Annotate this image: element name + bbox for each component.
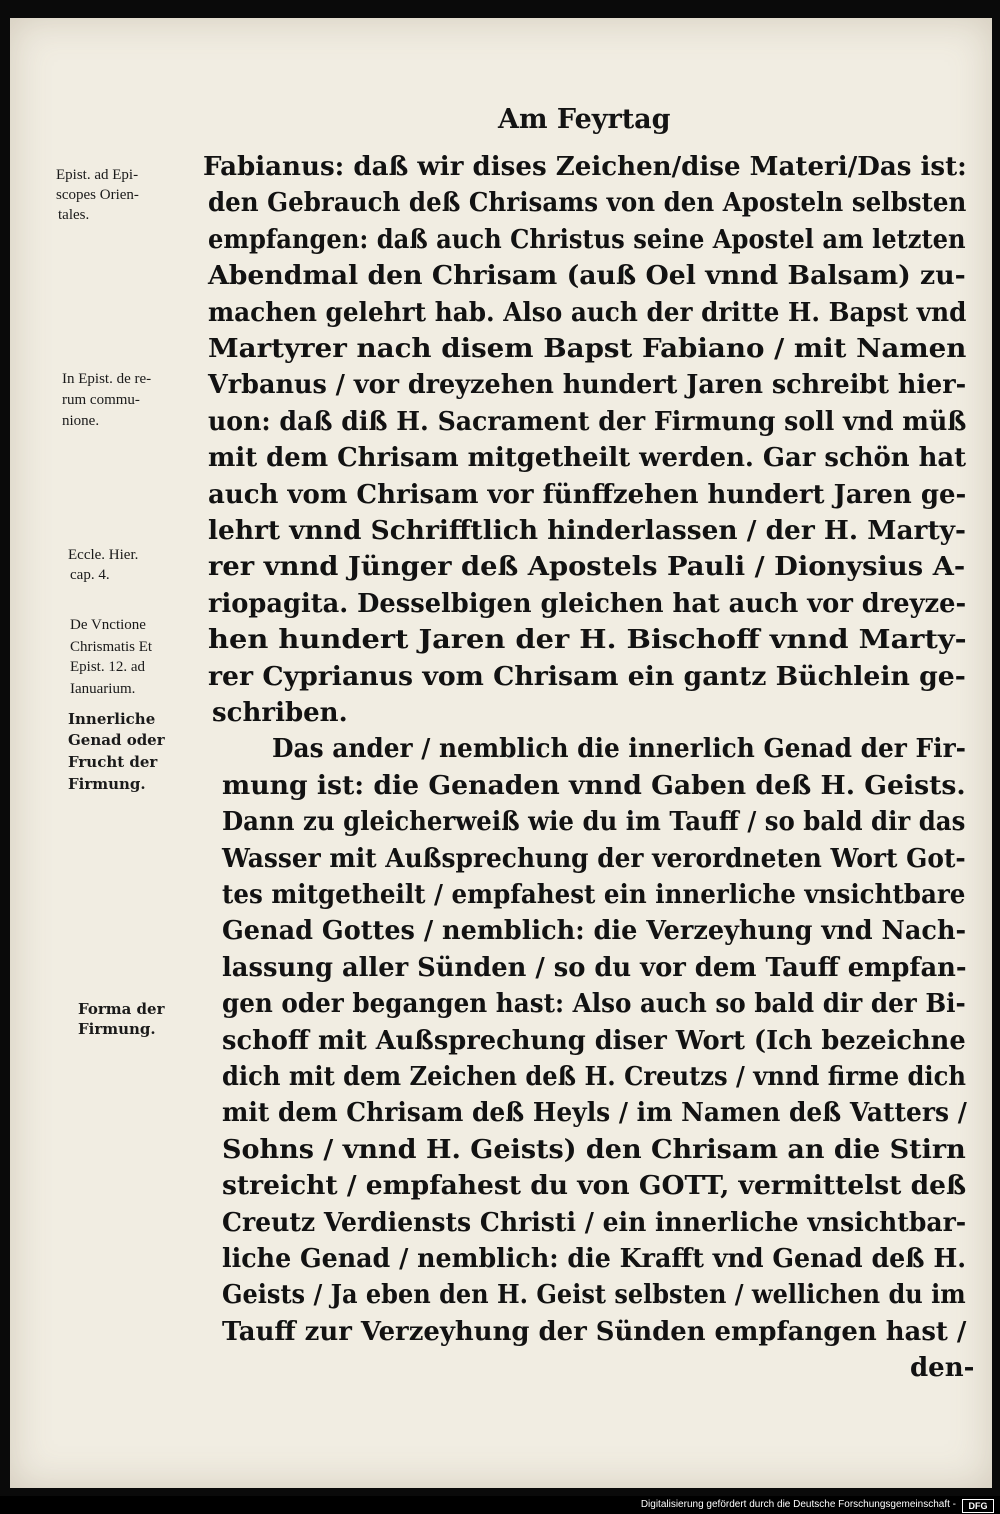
body-line: Das ander / nemblich die innerlich Genad der Fir-	[272, 734, 966, 765]
body-line: mit dem Chrisam mitgetheilt werden. Gar schön hat	[208, 443, 967, 474]
running-head: Am Feyrtag	[498, 104, 671, 135]
catchword: den-	[910, 1353, 975, 1384]
margin-note-line: rum commu-	[62, 392, 140, 408]
body-line: Geists / Ja eben den H. Geist selbsten / wellichen du im	[222, 1280, 966, 1311]
body-line: hen hundert Jaren der H. Bischoff vnnd Marty-	[208, 625, 967, 656]
dfg-logo: DFG	[962, 1499, 994, 1513]
body-line: rer Cyprianus vom Chrisam ein gantz Büchlein ge-	[208, 661, 966, 692]
margin-note-line: In Epist. de re-	[62, 371, 152, 387]
body-line: mung ist: die Genaden vnnd Gaben deß H. Geists.	[222, 770, 966, 801]
body-line: mit dem Chrisam deß Heyls / im Namen deß Vatters /	[222, 1098, 967, 1129]
body-line: Sohns / vnnd H. Geists) den Chrisam an die Stirn	[222, 1134, 966, 1165]
margin-note-line: Genad oder	[68, 731, 165, 749]
margin-note-line: cap. 4.	[70, 567, 110, 583]
body-line: riopagita. Desselbigen gleichen hat auch vor dreyze-	[208, 588, 967, 619]
margin-note-line: Epist. 12. ad	[70, 659, 145, 675]
body-line: schoff mit Außsprechung diser Wort (Ich bezeichne	[222, 1025, 966, 1056]
margin-note-line: Eccle. Hier.	[68, 547, 139, 563]
margin-note-line: Firmung.	[68, 775, 146, 793]
body-line: Fabianus: daß wir dises Zeichen/dise Materi/Das ist:	[203, 152, 967, 182]
body-line: streicht / empfahest du von GOTT, vermittelst deß	[222, 1171, 967, 1202]
body-line: Wasser mit Außsprechung der verordneten Wort Got-	[222, 843, 966, 874]
margin-note-line: De Vnctione	[70, 617, 146, 633]
body-line: rer vnnd Jünger deß Apostels Pauli / Dionysius A-	[208, 552, 966, 583]
body-line: gen oder begangen hast: Also auch so bald dir der Bi-	[222, 989, 966, 1020]
margin-note-line: Chrismatis Et	[70, 639, 153, 655]
margin-note-line: Forma der	[78, 1000, 165, 1018]
body-line: liche Genad / nemblich: die Krafft vnd Genad deß H.	[222, 1244, 967, 1274]
body-line: Genad Gottes / nemblich: die Verzeyhung vnd Nach-	[222, 916, 967, 947]
margin-note-line: Epist. ad Epi-	[56, 167, 139, 183]
body-line: lehrt vnnd Schrifftlich hinderlassen / der H. Marty-	[208, 516, 966, 546]
digitization-credit: Digitalisierung gefördert durch die Deutsche Forschungsgemeinschaft -	[640, 1499, 956, 1510]
body-line: Abendmal den Chrisam (auß Oel vnnd Balsam) zu-	[208, 261, 966, 292]
margin-note-line: Ianuarium.	[70, 681, 136, 697]
body-line: empfangen: daß auch Christus seine Apostel am letzten	[208, 224, 966, 255]
body-line: dich mit dem Zeichen deß H. Creutzs / vnnd firme dich	[222, 1062, 966, 1092]
body-line: Martyrer nach disem Bapst Fabiano / mit Namen	[208, 334, 967, 364]
body-line: tes mitgetheilt / empfahest ein innerliche vnsichtbare	[222, 880, 966, 910]
body-line: uon: daß diß H. Sacrament der Firmung soll vnd müß	[208, 406, 967, 437]
margin-note-line: Firmung.	[78, 1020, 156, 1038]
body-line: lassung aller Sünden / so du vor dem Tauff empfan-	[222, 952, 967, 983]
margin-note-line: scopes Orien-	[56, 187, 139, 203]
body-line: schriben.	[212, 698, 348, 728]
margin-note-line: Frucht der	[68, 753, 158, 771]
body-line: Vrbanus / vor dreyzehen hundert Jaren schreibt hier-	[208, 370, 967, 401]
body-line: auch vom Chrisam vor fünffzehen hundert Jaren ge-	[208, 479, 967, 510]
margin-note-line: Innerliche	[68, 710, 156, 728]
margin-note-line: nione.	[62, 413, 100, 429]
body-line: Creutz Verdiensts Christi / ein innerliche vnsichtbar-	[222, 1207, 967, 1238]
body-line: Dann zu gleicherweiß wie du im Tauff / so bald dir das	[222, 807, 966, 838]
margin-note-line: tales.	[58, 207, 90, 223]
body-line: Tauff zur Verzeyhung der Sünden empfangen hast /	[222, 1316, 967, 1347]
body-line: machen gelehrt hab. Also auch der dritte H. Bapst vnd	[208, 297, 967, 328]
body-line: den Gebrauch deß Chrisams von den Aposteln selbsten	[208, 188, 967, 219]
